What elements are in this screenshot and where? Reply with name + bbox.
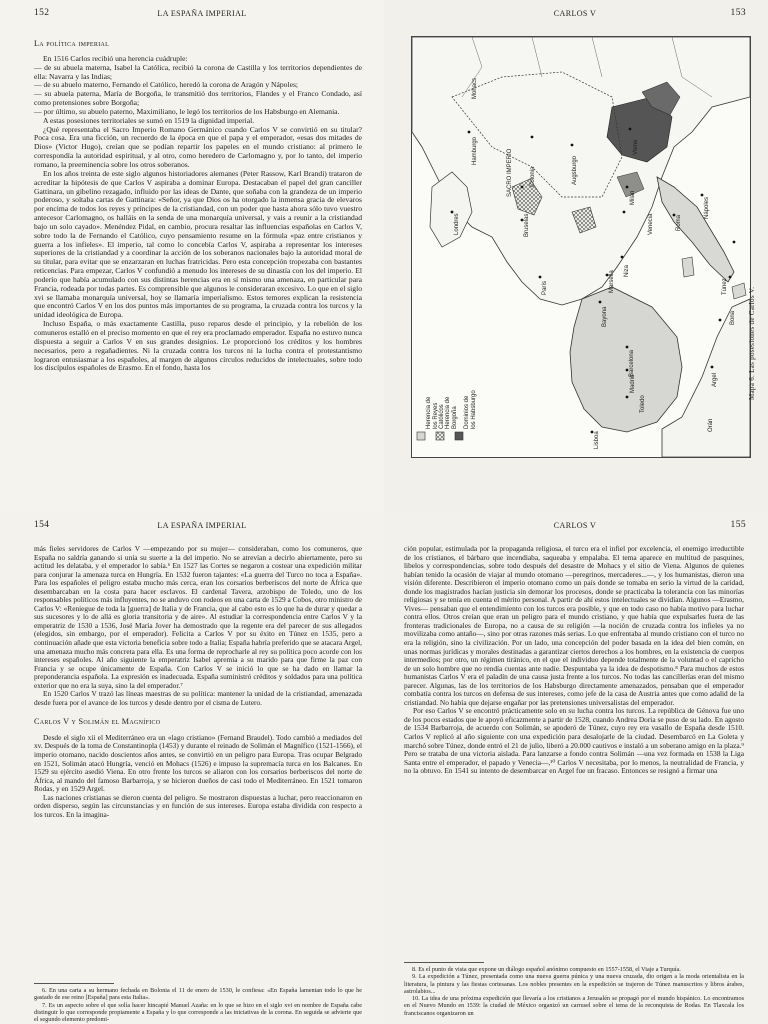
label-tunez: Túnez [722,278,728,295]
list-item: — de su abuela materna, Isabel la Católica, recibió la corona de Castilla y los territorios dependientes de ella: Navarra y las Indias; [34,62,362,81]
page-number: 152 [34,8,50,18]
footnote: 8. Es el punto de vista que expone un diálogo español anónimo compuesto en 1557-1558, el Viaje a Turquía. [412,966,681,973]
label-venecia: Venecia [648,213,654,235]
paragraph: Las naciones cristianas se dieron cuenta del peligro. Se mostraron dispuestas a luchar, pero reaccionaron en orden disperso, según las circunstancias y en función de sus intereses. Europa estaba dividida con respecto a los turcos. En la imagina- [34,792,362,819]
page-155 [384,512,768,1024]
label-paris: París [542,280,548,295]
page-154 [0,512,384,1024]
label-barcelona: Barcelona [629,349,635,377]
footnote: 9. La expedición a Túnez, presentada como una nueva guerra púnica y una nueva cruzada, dio origen a la moda orientalista en la literatura, la pintura y las fiestas cortesanas. Los nobles presentes en la expedición se trajeron de Túnez manuscritos y libros árabes, astrolabios... [404,973,744,995]
page-number: 155 [730,520,746,530]
label-argel: Argel [712,372,718,387]
running-head [34,9,370,21]
map-caption: Mapa 6. Las posesiones de Carlos V. [748,286,756,400]
footnote-rule [404,962,484,963]
footnote: 10. La idea de una próxima expedición que llevaría a los cristianos a Jerusalén se propagó por el mundo hispánico. Lo encontramos en el Nuevo Mundo en 1539: la ciudad de México organizó un carrusel sobre el tema de la reconquista de Rodas. En Tlaxcala los franciscanos organizaron un [404,995,744,1017]
legend-burgundy: Herencia de Borgoña [445,396,458,429]
footnote-rule [34,983,114,984]
running-head [34,521,370,533]
label-londres: Londres [454,213,460,235]
paragraph: En 1516 Carlos recibió una herencia cuádruple: [43,53,188,63]
label-niza: Niza [624,264,630,277]
page-152 [0,0,384,512]
label-oran: Orán [708,418,714,432]
label-augsburgo: Augsburgo [572,155,578,185]
map-drawing [412,37,750,457]
footnotes [34,987,362,1023]
running-head [404,521,746,533]
page-number: 154 [34,520,50,530]
label-sacro-imperio: SACRO IMPERIO [507,148,513,197]
label-bayona: Bayona [602,306,608,327]
legend-catholic-monarchs: Herencia de los Reyes Católicos [426,396,445,429]
running-title: LA ESPAÑA IMPERIAL [157,9,247,18]
label-hamburgo: Hamburgo [472,136,478,165]
label-napoles: Nápoles [704,196,710,219]
paragraph: Desde el siglo xii el Mediterráneo era un «lago cristiano» (Fernand Braudel). Todo cambió a mediados del xv. Después de la toma de Constantinopla (1453) y durante el reinado de Solimán el Magnífico (1521-1566), el imperio otomano, nacido doscientos años antes, se convirtió en un peligro para Europa. Tras ocupar Belgrado en 1521, Solimán atacó Hungría, venció en Mohacs (1526) e impuso la supremacía turca en los Balcanes. En 1529 su ejército asedió Viena. En otro frente los turcos se aliaron con los corsarios berberiscos del norte de África, al mando del famoso Barbarroja, y se hicieron dueños de casi todo el Mediterráneo. En 1521 tomaron Rodas, y en 1529 Argel. [34,732,362,794]
body-text [34,40,362,373]
running-title: CARLOS V [553,9,597,18]
running-head [404,9,746,21]
label-bruselas: Bruselas [524,213,530,237]
paragraph: Incluso España, o más exactamente Castilla, puso reparos desde el principio, y la rebelión de los comuneros estalló en el preciso momento en que el rey era proclamado emperador. España no estuvo nunca dispuesta a seguir a Carlos V en sus grandes designios. Le proporcionó los créditos y los hombres necesarios, pero a regañadientes. Ni la cruzada contra los turcos ni la lucha contra el protestantismo lograron entusiasmar a los españoles, al margen de algunos círculos reducidos de intelectuales, sobre todo los discípulos españoles de Erasmo. En el fondo, hasta los [34,319,362,373]
paragraph: En los años treinta de este siglo algunos historiadores alemanes (Peter Rassow, Karl Brandi) trataron de acreditar la hipótesis de que Carlos V aspiraba a dominar Europa. Destacaban el papel del gran canciller Gattinara, un gibelino rezagado, influido por las ideas de Dante, que soñaba con la grandeza de un imperio poderoso, y soltaba cartas de Gattinara: «Señor, ya que Dios os ha otorgado la inmensa gracia de elevaros por encima de todos los reyes y príncipes de la cristiandad, con un poder que hasta ahora sólo tuvo vuestro antecesor Carlomagno, os halláis en la senda de una monarquía universal, y vais a reunir a la cristiandad bajo un solo cayado». Menéndez Pidal, en cambio, procura resaltar las influencias españolas en Carlos V, sobre todo la de Fernando el Católico, cuyo pensamiento resume en la fórmula «paz entre cristianos y guerra a los infieles». El imperio, tal como lo concebía Carlos V, aspiraba a representar los intereses superiores de la cristiandad y a coordinar la acción de los soberanos nacionales bajo la autoridad moral de su titular, para evitar que se enzarzaran en luchas fratricidas. Pero esta concepción tropezaba con bastantes reticencias. Para empezar, Carlos V confundió a menudo los intereses de su dinastía con los del imperio. El poderío que había acumulado con sus distintas herencias era en sí mismo una amenaza, en particular para Francia, rodeada por todas partes. Es comprensible que algunos le consideraran excesivo. Lo que en el siglo xvi se llamaba monarquía universal, hoy se llamaría imperialismo. Estos temores explican la resistencia que encontró Carlos V en los dos puntos más importantes de su programa, la cruzada contra los turcos y la unidad ideológica de Europa. [34,168,362,320]
paragraph: más fieles servidores de Carlos V —empezando por su mujer— consideraban, como los comuneros, que España no saldría ganando si unía su suerte a la del imperio. No se atrevían a decirlo abiertamente, pero su actitud les delataba, y el emperador lo sabía.⁶ En 1527 las Cortes se negaron a costear una expedición militar para conjurar la amenaza turca en Hungría. En 1532 fueron tajantes: «La guerra del Turco no toca a España». Para los españoles el peligro estaba mucho más cerca, eran los corsarios berberiscos del norte de África que desembarcaban en la costa para hacer esclavos. El cardenal Tavera, arzobispo de Toledo, uno de los responsables políticos más influyentes, no se anduvo con rodeos en una carta de 1529 a Cobos, otro ministro de Carlos V: «Reniegue de toda la [guerra] de Italia y de Francia, que al cabo esto es lo que ha de durar y quedar a sus sucesores y lo de allá es gloria transitoria y de aire». Al estudiar la correspondencia entre Carlos V y la emperatriz de 1530 a 1536, José María Jover ha demostrado que la regente era del parecer de sus allegados (elegidos, sin embargo, por el emperador). Felicita a Carlos V por su éxito en Túnez en 1535, pero a continuación añade que esta victoria beneficia sobre todo a Italia; España habría preferido que se atacara Argel, una amenaza mucho más concreta para ella. Es una forma de reprocharle al rey su política poco acorde con los intereses españoles. Al año siguiente la emperatriz Isabel apremia a su marido para que firme la paz con Francia y se ocupe únicamente de España. Con Carlos V se inició lo que se ha dado en llamar la preponderancia española. La expresión es inadecuada. España suministró créditos y soldados para una política exterior que no era la suya, sino la del emperador.⁷ [34,544,362,690]
label-roma: Roma [676,214,682,231]
paragraph: A estas posesiones territoriales se sumó en 1519 la dignidad imperial. [43,115,255,125]
running-title: CARLOS V [553,521,597,530]
label-marsella: Marsella [609,270,615,293]
label-toledo: Toledo [640,395,646,413]
page-153 [384,0,768,512]
label-bona: Bona [730,310,736,325]
paragraph: Por eso Carlos V se encontró prácticamente solo en su lucha contra los turcos. La república de Génova fue uno de los pocos estados que le apoyó eficazmente a partir de 1528, cuando Andrea Doria se puso de su lado. En agosto de 1534 Barbarroja, de acuerdo con Solimán, se apoderó de Túnez, cuyo rey era vasallo de España desde 1510. Carlos V replicó al año siguiente con una expedición para desalojarle de la ciudad. Desembarcó en La Goleta y marchó sobre Túnez, donde entró el 21 de julio, liberó a 20.000 cautivos e instaló a un soberano amigo en la plaza.⁹ Pero se trataba de una victoria aislada. Para lanzarse a fondo contra Solimán —una vez formada en 1538 la Liga Santa entre el emperador, el papado y Venecia—,¹⁰ Carlos V necesitaba, por lo menos, la neutralidad de Francia, y no la obtuvo. En 1541 su intento de desembarcar en Argel fue un fracaso. Entonces se resignó a firmar una [404,706,744,776]
footnotes [404,966,744,1017]
label-viena: Viena [633,139,639,155]
body-text [34,545,362,819]
section-title: La política imperial [34,39,110,48]
running-title: LA ESPAÑA IMPERIAL [157,521,247,530]
paragraph: ción popular, estimulada por la propaganda religiosa, el turco era el infiel por excelencia, el enemigo irreductible de los cristianos, el bárbaro que incendiaba, saqueaba y empalaba. El tema aparece en multitud de pasquines, libelos y correspondencias, sobre todo después del desastre de Mohacs y el sitio de Viena. Algunos de quienes habían tenido la ocasión de viajar al mundo otomano —peregrinos, mercaderes...—, y los humanistas, dieron una visión diferente. Describieron el imperio otomano como un país donde se tomaba en serio la virtud de la caridad, donde los magistrados hacían justicia sin demorar los procesos, donde se practicaba la tolerancia con las minorías religiosas y se tenía en cuenta el mérito personal. A partir de ahí estos intelectuales se dividían. Algunos —Erasmo, Vives— pensaban que el entendimiento con los turcos era posible, y que en todo caso no había motivo para luchar contra ellos. Otros creían que eran un peligro para el mundo cristiano, y que había que expulsarles fuera de las fronteras tradicionales de Europa, no a causa de su religión —la noción de cruzada contra los infieles ya no movilizaba como antaño—, sino por otras razones más serias. Lo que enfrentaba al mundo cristiano con el turco no era la religión, sino la civilización. Por un lado, una concepción del poder basada en la idea del bien común, en unas normas jurídicas y morales destinadas a garantizar ciertos derechos a los hombres, en la existencia de cuerpos intermedios; por otro, un régimen tiránico, en el que el individuo depende totalmente de la voluntad o el capricho de un solo hombre que no rendía cuentas ante nadie. Despuntaba ya la idea de despotismo.⁸ Para muchos de estos humanistas Carlos V era el paladín de una causa justa frente a los turcos. No todas las cancillerías eran del mismo parecer. Algunas, las de los territorios de los Habsburgo directamente amenazados, pensaban que el emperador combatía contra los turcos en defensa de sus intereses, como jefe de la casa de Austria antes que como adalid de la cristiandad. No había que dejarse engañar por las pretensiones universalistas del emperador. [404,544,744,707]
page-number: 153 [730,8,746,18]
legend-habsburg: Dominios de los Habsburgo [464,390,477,429]
label-mohacs: Mohacs [472,77,478,99]
list-item: — su abuela paterna, María de Borgoña, le transmitió dos territorios, Flandes y el Franco Condado, así como pretensiones sobre Borgoña; [34,89,362,108]
label-colonia: Colonia [530,166,536,187]
section-title: Carlos V y Solimán el Magnífico [34,717,161,727]
list-item: — de su abuelo materno, Fernando el Católico, heredó la corona de Aragón y Nápoles; [34,80,299,90]
map-possessions-charles-v [411,36,751,458]
footnote: 6. En una carta a su hermano fechada en Bolonia el 11 de enero de 1530, le confiesa: «En España lamentan todo lo que he gastado de ese reino [España] para esta Italia». [34,987,362,1002]
footnote: 7. Es un aspecto sobre el que solía hacer hincapié Manuel Azaña: en lo que se hizo en el siglo xvi en nombre de España cabe distinguir lo que corresponde propiamente a España y lo que corresponde a las iniciativas de la corona. En seguida se advierte que el segundo elemento predomi- [34,1001,362,1024]
body-text [404,545,744,776]
paragraph: ¿Qué representaba el Sacro Imperio Romano Germánico cuando Carlos V se convirtió en su titular? Poca cosa. Era una ficción, un recuerdo de la época en que el papa y el emperador, «esas dos mitades de Dios» (Victor Hugo), creían que se podían repartir los papeles en el mundo cristiano: al primero le correspondía la autoridad espiritual, y al otro, como heredero de Carlomagno y, por lo tanto, del imperio romano, la preeminencia sobre los otros soberanos. [34,124,362,169]
label-milan: Milán [630,190,636,205]
paragraph: En 1520 Carlos V trazó las líneas maestras de su política: mantener la unidad de la cristiandad, amenazada desde fuera por el avance de los turcos y desde dentro por el cisma de Lutero. [34,689,362,707]
label-madrid: Madrid [630,374,636,393]
list-item: — por último, su abuelo paterno, Maximiliano, le legó los territorios de los Habsburgo en Alemania. [34,106,340,116]
label-lisboa: Lisboa [594,431,600,449]
